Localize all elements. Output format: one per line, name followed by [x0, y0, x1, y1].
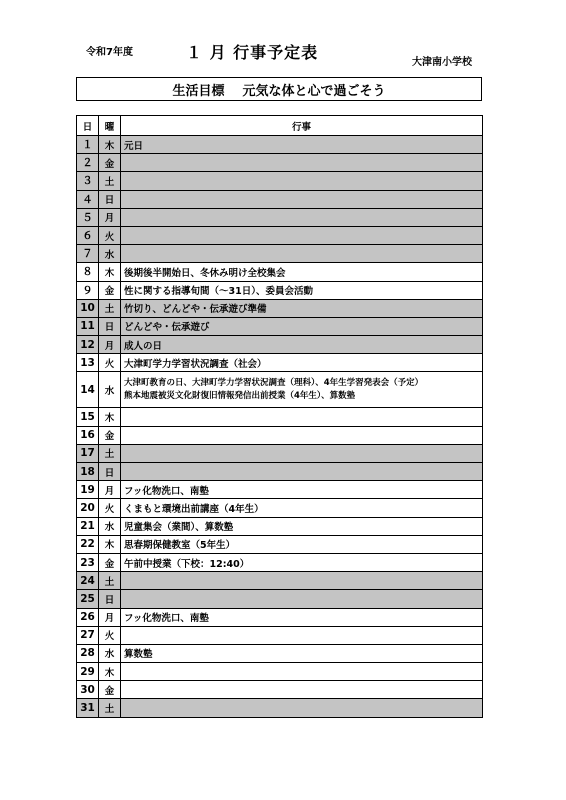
page-title: １ 月 行事予定表 [186, 43, 319, 62]
events-cell [121, 136, 483, 154]
table-row [77, 517, 483, 535]
events-cell [121, 626, 483, 644]
event-text: どんどや・伝承遊び [124, 322, 210, 334]
weekday-cell: 金 [99, 681, 121, 699]
weekday-cell: 土 [99, 572, 121, 590]
events-cell [121, 245, 483, 263]
day-cell: 14 [77, 372, 99, 408]
weekday-cell: 水 [99, 517, 121, 535]
weekday-cell: 日 [99, 590, 121, 608]
table-row [77, 208, 483, 226]
event-text: 熊本地震被災文化財復旧情報発信出前授業（4年生）、算数塾 [124, 390, 356, 401]
table-row [77, 663, 483, 681]
event-text: 大津町学力学習状況調査（社会） [124, 358, 267, 370]
events-cell [121, 681, 483, 699]
weekday-cell: 日 [99, 317, 121, 335]
event-text: 児童集会（業間）、算数塾 [124, 522, 234, 534]
table-row [77, 553, 483, 571]
event-text: 元日 [124, 140, 144, 152]
day-cell: 20 [77, 499, 99, 517]
table-row [77, 408, 483, 426]
day-cell: 13 [77, 354, 99, 372]
events-cell [121, 281, 483, 299]
day-cell: ８ [77, 263, 99, 281]
weekday-cell: 木 [99, 263, 121, 281]
life-goal-box [76, 77, 482, 101]
table-row [77, 444, 483, 462]
table-row [77, 317, 483, 335]
table-row [77, 226, 483, 244]
day-cell: 12 [77, 336, 99, 354]
day-cell: 15 [77, 408, 99, 426]
events-cell [121, 699, 483, 717]
day-cell: 23 [77, 553, 99, 571]
weekday-cell: 木 [99, 535, 121, 553]
events-cell [121, 154, 483, 172]
table-row [77, 572, 483, 590]
table-row [77, 626, 483, 644]
weekday-cell: 木 [99, 663, 121, 681]
schedule-table [76, 115, 483, 718]
day-cell: 22 [77, 535, 99, 553]
events-cell [121, 608, 483, 626]
day-cell: ９ [77, 281, 99, 299]
events-cell [121, 572, 483, 590]
weekday-cell: 金 [99, 553, 121, 571]
event-text: 成人の日 [124, 340, 163, 352]
weekday-cell: 火 [99, 499, 121, 517]
events-cell [121, 208, 483, 226]
events-cell [121, 226, 483, 244]
column-header-weekday: 曜 [99, 116, 121, 136]
event-text: 算数塾 [124, 649, 153, 661]
events-cell [121, 372, 483, 408]
event-text: 午前中授業（下校：12:40） [124, 558, 250, 570]
events-cell [121, 426, 483, 444]
day-cell: ２ [77, 154, 99, 172]
weekday-cell: 水 [99, 372, 121, 408]
weekday-cell: 金 [99, 426, 121, 444]
table-row [77, 499, 483, 517]
weekday-cell: 月 [99, 481, 121, 499]
day-cell: 27 [77, 626, 99, 644]
table-row [77, 681, 483, 699]
day-cell: ７ [77, 245, 99, 263]
event-text: 性に関する指導旬間（～31日）、委員会活動 [124, 286, 313, 298]
day-cell: 30 [77, 681, 99, 699]
event-text: フッ化物洗口、南塾 [124, 613, 209, 625]
column-header-events: 行事 [121, 116, 483, 136]
schedule-body [77, 136, 483, 718]
weekday-cell: 月 [99, 608, 121, 626]
table-row [77, 481, 483, 499]
event-text: くまもと環境出前講座（4年生） [124, 503, 264, 515]
events-cell [121, 590, 483, 608]
events-cell [121, 190, 483, 208]
table-row [77, 336, 483, 354]
events-cell [121, 444, 483, 462]
table-row [77, 463, 483, 481]
day-cell: 31 [77, 699, 99, 717]
day-cell: 18 [77, 463, 99, 481]
table-row [77, 699, 483, 717]
event-text: フッ化物洗口、南塾 [124, 485, 209, 497]
weekday-cell: 土 [99, 299, 121, 317]
weekday-cell: 金 [99, 154, 121, 172]
table-row [77, 263, 483, 281]
event-text: 後期後半開始日、冬休み明け全校集会 [124, 267, 286, 279]
day-cell: ６ [77, 226, 99, 244]
table-row [77, 172, 483, 190]
weekday-cell: 木 [99, 136, 121, 154]
schedule-header-row [77, 116, 483, 136]
table-row [77, 426, 483, 444]
column-header-day: 日 [77, 116, 99, 136]
events-cell [121, 644, 483, 662]
events-cell [121, 463, 483, 481]
table-row [77, 535, 483, 553]
day-cell: 17 [77, 444, 99, 462]
weekday-cell: 土 [99, 444, 121, 462]
table-row [77, 299, 483, 317]
table-row [77, 190, 483, 208]
day-cell: 26 [77, 608, 99, 626]
day-cell: 11 [77, 317, 99, 335]
day-cell: １ [77, 136, 99, 154]
events-cell [121, 263, 483, 281]
events-cell [121, 172, 483, 190]
table-row [77, 154, 483, 172]
table-row [77, 590, 483, 608]
day-cell: 28 [77, 644, 99, 662]
day-cell: 25 [77, 590, 99, 608]
weekday-cell: 金 [99, 281, 121, 299]
day-cell: ３ [77, 172, 99, 190]
weekday-cell: 火 [99, 226, 121, 244]
table-row [77, 354, 483, 372]
day-cell: 29 [77, 663, 99, 681]
event-text: 大津町教育の日、大津町学力学習状況調査（理科）、4年生学習発表会（予定） [124, 377, 424, 388]
day-cell: 24 [77, 572, 99, 590]
day-cell: ５ [77, 208, 99, 226]
events-cell [121, 317, 483, 335]
table-row [77, 136, 483, 154]
day-cell: 19 [77, 481, 99, 499]
event-text: 竹切り、どんどや・伝承遊び準備 [124, 304, 267, 316]
events-cell [121, 499, 483, 517]
day-cell: 16 [77, 426, 99, 444]
weekday-cell: 月 [99, 336, 121, 354]
events-cell [121, 481, 483, 499]
school-name: 大津南小学校 [412, 57, 472, 68]
table-row [77, 608, 483, 626]
weekday-cell: 日 [99, 463, 121, 481]
weekday-cell: 土 [99, 172, 121, 190]
table-row [77, 372, 483, 408]
weekday-cell: 火 [99, 354, 121, 372]
fiscal-year-label: 令和7年度 [86, 47, 133, 58]
day-cell: 10 [77, 299, 99, 317]
events-cell [121, 299, 483, 317]
weekday-cell: 月 [99, 208, 121, 226]
weekday-cell: 水 [99, 644, 121, 662]
table-row [77, 281, 483, 299]
weekday-cell: 日 [99, 190, 121, 208]
weekday-cell: 木 [99, 408, 121, 426]
events-cell [121, 517, 483, 535]
events-cell [121, 535, 483, 553]
table-row [77, 245, 483, 263]
events-cell [121, 663, 483, 681]
day-cell: ４ [77, 190, 99, 208]
weekday-cell: 水 [99, 245, 121, 263]
life-goal-label: 生活目標 [172, 83, 225, 99]
life-goal-text: 元気な体と心で過ごそう [242, 83, 386, 99]
events-cell [121, 408, 483, 426]
event-text: 思春期保健教室（5年生） [124, 540, 236, 552]
events-cell [121, 553, 483, 571]
day-cell: 21 [77, 517, 99, 535]
table-row [77, 644, 483, 662]
events-cell [121, 354, 483, 372]
weekday-cell: 火 [99, 626, 121, 644]
weekday-cell: 土 [99, 699, 121, 717]
events-cell [121, 336, 483, 354]
